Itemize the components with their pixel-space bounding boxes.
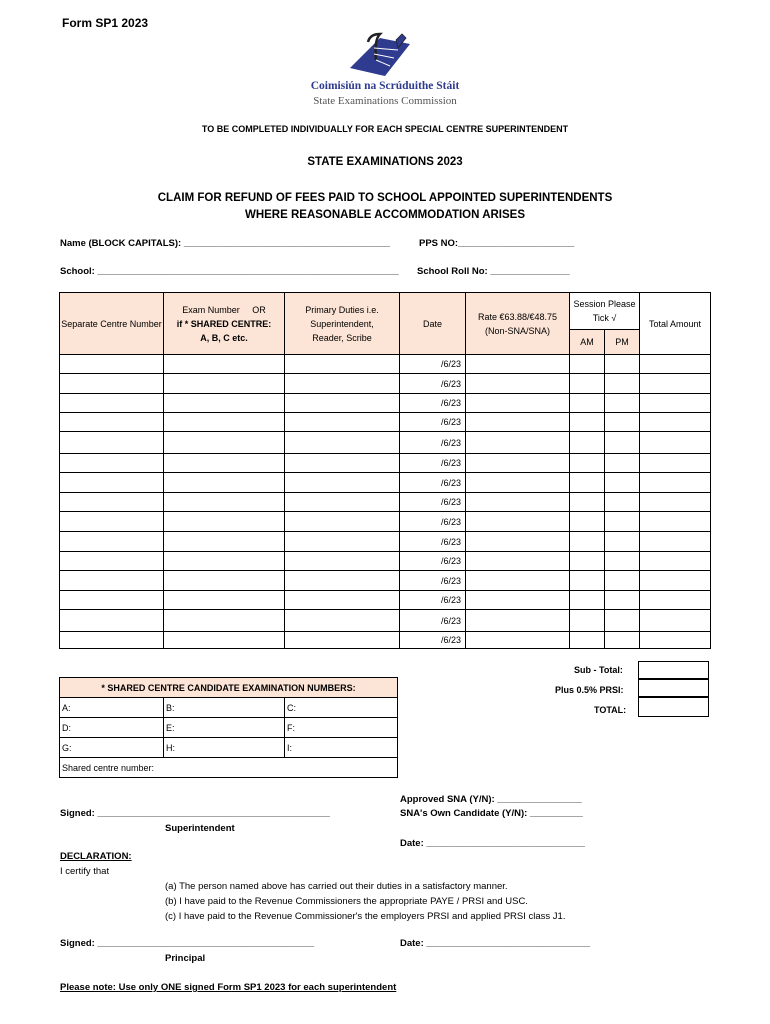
shared-cell-h[interactable]: H: [164, 738, 285, 758]
cell-date[interactable]: /6/23 [400, 473, 466, 493]
cell-rate[interactable] [466, 473, 570, 493]
shared-cell-i[interactable]: I: [285, 738, 398, 758]
cell-pm[interactable] [605, 591, 640, 610]
principal-label: Principal [165, 953, 206, 964]
cell-date[interactable]: /6/23 [400, 571, 466, 591]
cell-rate[interactable] [466, 493, 570, 512]
cell-am[interactable] [570, 552, 605, 571]
cell-primary-duties[interactable] [285, 394, 400, 413]
cell-total-amount[interactable] [640, 591, 711, 610]
cell-pm[interactable] [605, 512, 640, 532]
cell-total-amount[interactable] [640, 473, 711, 493]
cell-rate[interactable] [466, 374, 570, 394]
name-line: _______________________________________ [183, 238, 390, 249]
cell-total-amount[interactable] [640, 454, 711, 473]
cell-pm[interactable] [605, 493, 640, 512]
cell-rate[interactable] [466, 591, 570, 610]
cell-date[interactable]: /6/23 [400, 413, 466, 432]
cell-separate-centre[interactable] [60, 355, 164, 374]
cell-am[interactable] [570, 394, 605, 413]
total-cell[interactable] [638, 697, 709, 717]
cell-separate-centre[interactable] [60, 394, 164, 413]
cell-total-amount[interactable] [640, 394, 711, 413]
cell-total-amount[interactable] [640, 355, 711, 374]
pps-field[interactable] [419, 238, 574, 249]
cell-date[interactable]: /6/23 [400, 512, 466, 532]
cell-total-amount[interactable] [640, 552, 711, 571]
cell-total-amount[interactable] [640, 493, 711, 512]
cell-exam-number[interactable] [164, 394, 285, 413]
cell-pm[interactable] [605, 571, 640, 591]
cell-pm[interactable] [605, 552, 640, 571]
cell-separate-centre[interactable] [60, 432, 164, 454]
shared-cell-f[interactable]: F: [285, 718, 398, 738]
table-row [60, 552, 711, 571]
cell-primary-duties[interactable] [285, 374, 400, 394]
table-row [60, 454, 711, 473]
cell-exam-number[interactable] [164, 591, 285, 610]
cell-separate-centre[interactable] [60, 493, 164, 512]
cell-primary-duties[interactable] [285, 355, 400, 374]
cell-total-amount[interactable] [640, 374, 711, 394]
cell-total-amount[interactable] [640, 413, 711, 432]
cell-primary-duties[interactable] [285, 552, 400, 571]
signed-principal[interactable]: Signed: _________________________________________ [60, 938, 315, 949]
cell-am[interactable] [570, 512, 605, 532]
header-exam-number-line1: Exam Number OR [182, 304, 266, 315]
header-abc: A, B, C etc. [200, 332, 248, 343]
cell-exam-number[interactable] [164, 571, 285, 591]
header-shared-centre: if * SHARED CENTRE: [176, 318, 272, 329]
instruction-line: TO BE COMPLETED INDIVIDUALLY FOR EACH SPECIAL CENTRE SUPERINTENDENT [201, 124, 569, 134]
school-line: _________________________________________________________ [97, 266, 399, 277]
roll-field[interactable] [417, 266, 570, 277]
cell-primary-duties[interactable] [285, 610, 400, 632]
cell-primary-duties[interactable] [285, 512, 400, 532]
cell-primary-duties[interactable] [285, 591, 400, 610]
cell-exam-number[interactable] [164, 374, 285, 394]
cell-date[interactable]: /6/23 [400, 610, 466, 632]
table-row [60, 432, 711, 454]
cell-separate-centre[interactable] [60, 473, 164, 493]
cell-total-amount[interactable] [640, 532, 711, 552]
table-row [60, 394, 711, 413]
cell-pm[interactable] [605, 374, 640, 394]
shared-centre-table [59, 677, 398, 778]
header-exam-number [164, 293, 285, 355]
total-label: TOTAL: [594, 705, 627, 715]
cell-pm[interactable] [605, 473, 640, 493]
cell-exam-number[interactable] [164, 454, 285, 473]
cell-pm[interactable] [605, 432, 640, 454]
table-row [60, 413, 711, 432]
declaration-a: (a) The person named above has carried out their duties in a satisfactory manner. [165, 881, 508, 892]
shared-cell-d[interactable]: D: [60, 718, 164, 738]
cell-total-amount[interactable] [640, 610, 711, 632]
sna-candidate-field[interactable]: SNA's Own Candidate (Y/N): __________ [400, 808, 583, 819]
cell-pm[interactable] [605, 413, 640, 432]
cell-pm[interactable] [605, 394, 640, 413]
declaration-c: (c) I have paid to the Revenue Commissioner's the employers PRSI and applied PRSI class J1. [165, 911, 566, 922]
cell-am[interactable] [570, 493, 605, 512]
cell-separate-centre[interactable] [60, 532, 164, 552]
table-row [60, 473, 711, 493]
cell-am[interactable] [570, 355, 605, 374]
cell-exam-number[interactable] [164, 493, 285, 512]
cell-am[interactable] [570, 571, 605, 591]
cell-rate[interactable] [466, 454, 570, 473]
prsi-label: Plus 0.5% PRSI: [555, 685, 624, 695]
school-label: School: [60, 266, 95, 277]
cell-separate-centre[interactable] [60, 413, 164, 432]
cell-date[interactable]: /6/23 [400, 374, 466, 394]
cell-separate-centre[interactable] [60, 571, 164, 591]
cell-date[interactable]: /6/23 [400, 632, 466, 649]
cell-rate[interactable] [466, 394, 570, 413]
cell-date[interactable]: /6/23 [400, 591, 466, 610]
header-date: Date [400, 293, 466, 355]
cell-separate-centre[interactable] [60, 374, 164, 394]
date-superintendent[interactable]: Date: ______________________________ [400, 838, 585, 849]
table-row [60, 571, 711, 591]
prsi-cell[interactable] [638, 679, 709, 697]
declaration-b: (b) I have paid to the Revenue Commissioners the appropriate PAYE / PRSI and USC. [165, 896, 528, 907]
cell-separate-centre[interactable] [60, 591, 164, 610]
page-title: STATE EXAMINATIONS 2023 [307, 156, 463, 168]
table-row [60, 355, 711, 374]
cell-primary-duties[interactable] [285, 632, 400, 649]
cell-rate[interactable] [466, 610, 570, 632]
table-row [60, 532, 711, 552]
pps-label: PPS NO: [419, 238, 459, 249]
cell-exam-number[interactable] [164, 512, 285, 532]
cell-exam-number[interactable] [164, 632, 285, 649]
cell-total-amount[interactable] [640, 632, 711, 649]
cell-exam-number[interactable] [164, 610, 285, 632]
cell-primary-duties[interactable] [285, 532, 400, 552]
claims-table [59, 292, 711, 649]
header-total-amount: Total Amount [640, 293, 711, 355]
cell-separate-centre[interactable] [60, 454, 164, 473]
table-row [60, 632, 711, 649]
shared-centre-header: * SHARED CENTRE CANDIDATE EXAMINATION NUMBERS: [60, 678, 398, 698]
declaration-heading: DECLARATION: [60, 851, 132, 862]
header-am: AM [570, 330, 605, 355]
cell-date[interactable]: /6/23 [400, 355, 466, 374]
cell-primary-duties[interactable] [285, 454, 400, 473]
cell-separate-centre[interactable] [60, 610, 164, 632]
shared-cell-g[interactable]: G: [60, 738, 164, 758]
cell-date[interactable]: /6/23 [400, 394, 466, 413]
cell-pm[interactable] [605, 355, 640, 374]
cell-rate[interactable] [466, 532, 570, 552]
header-session: Session Please Tick √ [570, 293, 640, 330]
table-row [60, 591, 711, 610]
cell-rate[interactable] [466, 571, 570, 591]
page-subtitle [0, 190, 770, 224]
signed-superintendent[interactable]: Signed: ____________________________________________ [60, 808, 330, 819]
cell-am[interactable] [570, 413, 605, 432]
header-separate-centre: Separate Centre Number [60, 293, 164, 355]
cell-am[interactable] [570, 610, 605, 632]
shared-cell-a[interactable]: A: [60, 698, 164, 718]
shared-cell-e[interactable]: E: [164, 718, 285, 738]
cell-separate-centre[interactable] [60, 512, 164, 532]
cell-exam-number[interactable] [164, 413, 285, 432]
roll-label: School Roll No: [417, 266, 488, 277]
cell-am[interactable] [570, 473, 605, 493]
cell-am[interactable] [570, 432, 605, 454]
cell-primary-duties[interactable] [285, 432, 400, 454]
cell-date[interactable]: /6/23 [400, 432, 466, 454]
cell-rate[interactable] [466, 413, 570, 432]
cell-primary-duties[interactable] [285, 493, 400, 512]
cell-am[interactable] [570, 374, 605, 394]
cell-rate[interactable] [466, 632, 570, 649]
cell-pm[interactable] [605, 454, 640, 473]
superintendent-label: Superintendent [165, 823, 235, 834]
cell-exam-number[interactable] [164, 532, 285, 552]
table-row [60, 610, 711, 632]
org-irish-name: Coimisiún na Scrúduithe Stáit [310, 80, 460, 92]
school-field[interactable] [60, 266, 399, 277]
harp-logo [340, 30, 420, 80]
cell-separate-centre[interactable] [60, 552, 164, 571]
cell-am[interactable] [570, 532, 605, 552]
cell-date[interactable]: /6/23 [400, 493, 466, 512]
cell-total-amount[interactable] [640, 512, 711, 532]
cell-am[interactable] [570, 591, 605, 610]
shared-cell-b[interactable]: B: [164, 698, 285, 718]
subtitle-line-1: CLAIM FOR REFUND OF FEES PAID TO SCHOOL APPOINTED SUPERINTENDENTS [157, 192, 613, 204]
cell-rate[interactable] [466, 512, 570, 532]
header-primary-duties: Primary Duties i.e. Superintendent, Reader, Scribe [285, 293, 400, 355]
table-row [60, 493, 711, 512]
org-english-name: State Examinations Commission [313, 95, 457, 107]
table-row [60, 374, 711, 394]
cell-am[interactable] [570, 632, 605, 649]
declaration-intro: I certify that [60, 866, 110, 877]
cell-pm[interactable] [605, 632, 640, 649]
date-principal[interactable]: Date: _______________________________ [400, 938, 591, 949]
table-row [60, 512, 711, 532]
form-id: Form SP1 2023 [62, 16, 149, 30]
cell-pm[interactable] [605, 532, 640, 552]
header-rate: Rate €63.88/€48.75 (Non-SNA/SNA) [466, 293, 570, 355]
cell-rate[interactable] [466, 355, 570, 374]
header-pm: PM [605, 330, 640, 355]
cell-primary-duties[interactable] [285, 473, 400, 493]
cell-date[interactable]: /6/23 [400, 552, 466, 571]
cell-pm[interactable] [605, 610, 640, 632]
cell-exam-number[interactable] [164, 432, 285, 454]
cell-separate-centre[interactable] [60, 632, 164, 649]
cell-rate[interactable] [466, 432, 570, 454]
approved-sna-field[interactable]: Approved SNA (Y/N): ________________ [400, 794, 582, 805]
cell-primary-duties[interactable] [285, 413, 400, 432]
cell-exam-number[interactable] [164, 355, 285, 374]
subtotal-cell[interactable] [638, 661, 709, 679]
name-field[interactable] [60, 238, 390, 249]
subtotal-label: Sub - Total: [574, 665, 623, 675]
subtitle-line-2: WHERE REASONABLE ACCOMMODATION ARISES [244, 209, 526, 221]
shared-cell-c[interactable]: C: [285, 698, 398, 718]
roll-line: _______________ [490, 266, 570, 277]
pps-line: ______________________ [458, 238, 575, 249]
cell-primary-duties[interactable] [285, 571, 400, 591]
shared-centre-number[interactable]: Shared centre number: [60, 758, 398, 778]
cell-total-amount[interactable] [640, 571, 711, 591]
cell-date[interactable]: /6/23 [400, 532, 466, 552]
cell-exam-number[interactable] [164, 473, 285, 493]
cell-rate[interactable] [466, 552, 570, 571]
name-label: Name (BLOCK CAPITALS): [60, 238, 182, 249]
cell-exam-number[interactable] [164, 552, 285, 571]
footer-note: Please note: Use only ONE signed Form SP1 2023 for each superintendent [60, 982, 397, 993]
cell-total-amount[interactable] [640, 432, 711, 454]
cell-date[interactable]: /6/23 [400, 454, 466, 473]
cell-am[interactable] [570, 454, 605, 473]
